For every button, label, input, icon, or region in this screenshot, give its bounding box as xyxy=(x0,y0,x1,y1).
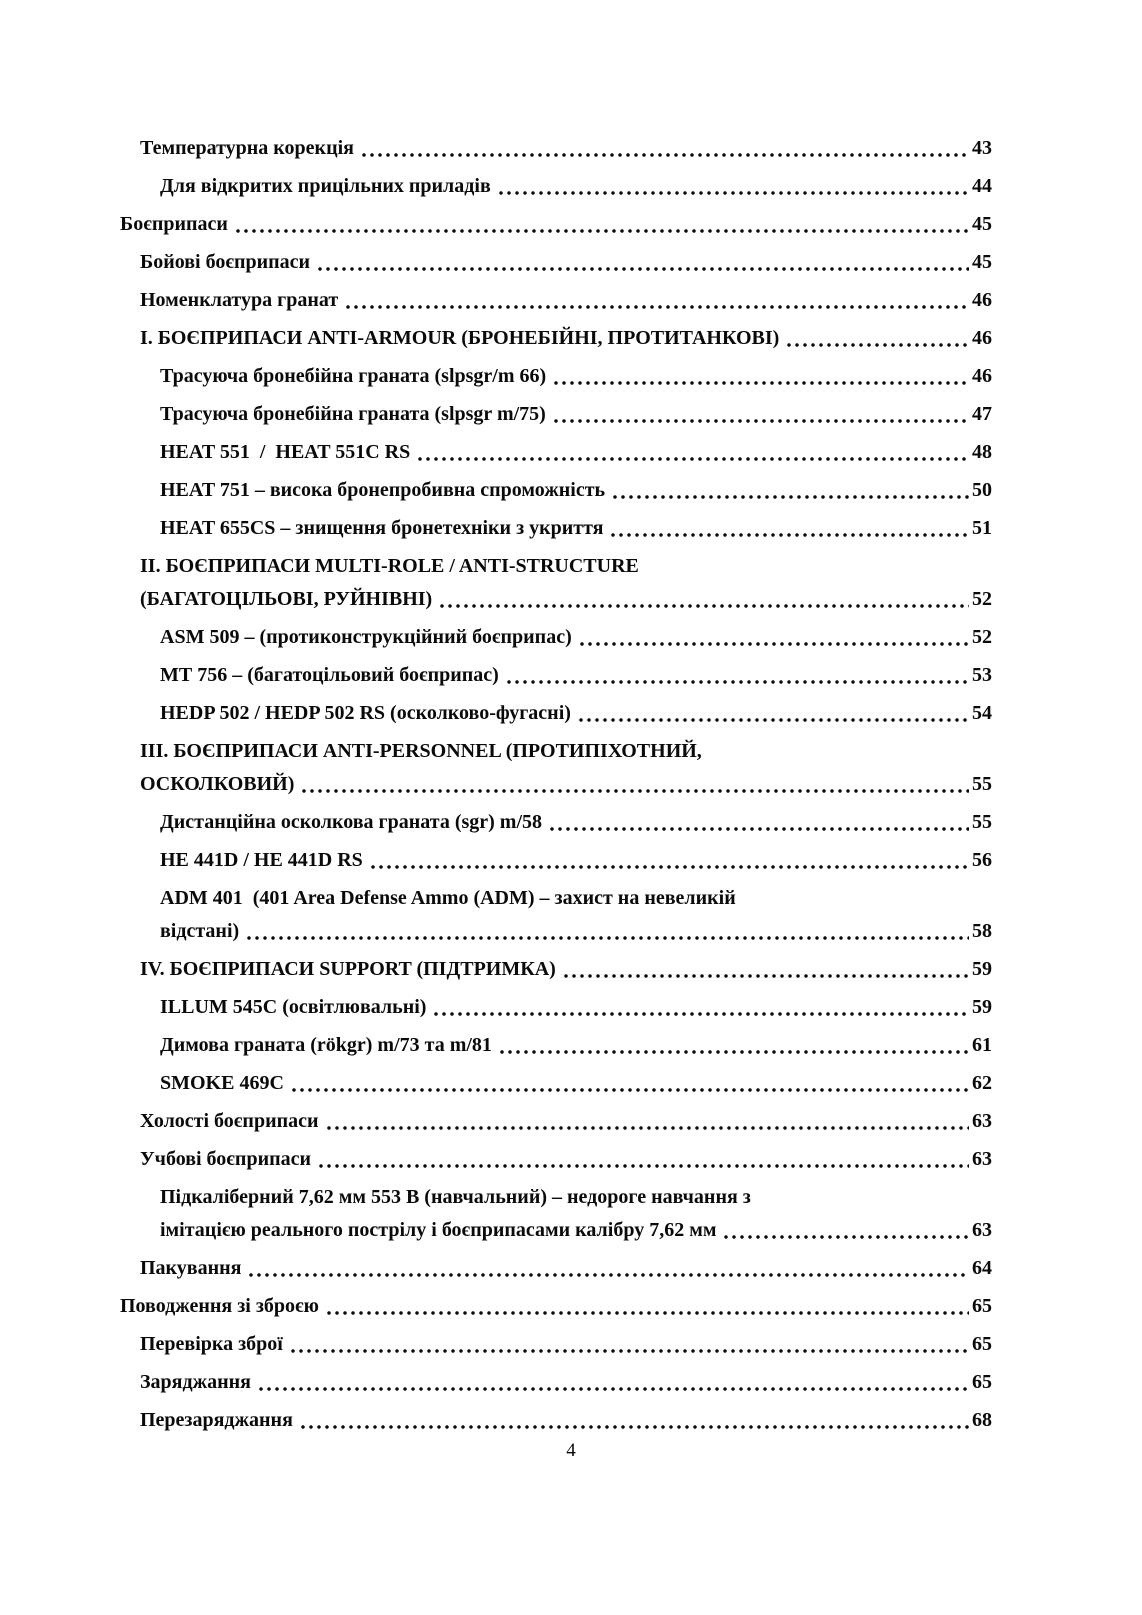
toc-entry-last-line xyxy=(160,806,992,839)
toc-entry[interactable] xyxy=(120,659,992,692)
dot-leader xyxy=(299,1404,969,1437)
toc-entry[interactable] xyxy=(120,474,992,507)
toc-entry-last-line xyxy=(140,246,992,279)
toc-entry-page-number: 65 xyxy=(972,1333,992,1355)
toc-entry-last-line xyxy=(140,1328,992,1361)
toc-entry-title: Боєприпаси xyxy=(120,213,228,235)
toc-entry-title: ASM 509 – (протиконструкційний боєприпас) xyxy=(160,626,572,648)
toc-entry[interactable] xyxy=(120,1290,992,1323)
toc-entry-last-line xyxy=(140,1105,992,1138)
dot-leader xyxy=(432,991,969,1024)
toc-entry[interactable] xyxy=(120,1328,992,1361)
toc-entry[interactable] xyxy=(120,697,992,730)
dot-leader xyxy=(505,659,969,692)
dot-leader xyxy=(257,1366,969,1399)
dot-leader xyxy=(325,1290,969,1323)
toc-entry[interactable] xyxy=(120,953,992,986)
toc-entry[interactable] xyxy=(120,1105,992,1138)
toc-entry-title: HE 441D / HE 441D RS xyxy=(160,849,363,871)
toc-entry-last-line xyxy=(140,1404,992,1437)
toc-entry-title: Для відкритих прицільних приладів xyxy=(160,175,491,197)
toc-entry-page-number: 64 xyxy=(972,1257,992,1279)
dot-leader xyxy=(317,1143,969,1176)
toc-entry-line xyxy=(140,735,992,768)
toc-entry-title: IV. БОЄПРИПАСИ SUPPORT (ПІДТРИМКА) xyxy=(140,958,556,980)
toc-entry[interactable] xyxy=(120,436,992,469)
toc-entry-page-number: 50 xyxy=(972,479,992,501)
toc-entry[interactable] xyxy=(120,398,992,431)
toc-entry[interactable] xyxy=(120,1181,992,1247)
toc-entry-last-line xyxy=(160,621,992,654)
toc-entry-title: Перезаряджання xyxy=(140,1409,293,1431)
toc-entry[interactable] xyxy=(120,844,992,877)
toc-entry-title: МТ 756 – (багатоцільовий боєприпас) xyxy=(160,664,499,686)
toc-entry-last-line xyxy=(160,512,992,545)
dot-leader xyxy=(289,1328,969,1361)
toc-entry-title: Підкаліберний 7,62 мм 553 В (навчальний) – недороге навчання з xyxy=(160,1186,751,1208)
toc-entry[interactable] xyxy=(120,360,992,393)
toc-entry-title: I. БОЄПРИПАСИ ANTI-ARMOUR (БРОНЕБІЙНІ, ПРОТИТАНКОВІ) xyxy=(140,327,780,349)
toc-entry-page-number: 65 xyxy=(972,1371,992,1393)
dot-leader xyxy=(369,844,969,877)
toc-entry-title: Номенклатура гранат xyxy=(140,289,339,311)
dot-leader xyxy=(316,246,969,279)
dot-leader xyxy=(611,474,969,507)
toc-entry-line xyxy=(140,550,992,583)
toc-entry-title: ADM 401 (401 Area Defense Ammo (ADM) – захист на невеликій xyxy=(160,887,736,909)
toc-entry-page-number: 47 xyxy=(972,403,992,425)
toc-entry-title: HEAT 551 / HEAT 551C RS xyxy=(160,441,411,463)
toc-entry-last-line xyxy=(140,583,992,616)
toc-entry-last-line xyxy=(160,659,992,692)
toc-entry[interactable] xyxy=(120,170,992,203)
dot-leader xyxy=(325,1105,969,1138)
toc-entry-title: Трасуюча бронебійна граната (slpsgr m/75) xyxy=(160,403,546,425)
toc-entry-page-number: 48 xyxy=(972,441,992,463)
toc-entry-page-number: 45 xyxy=(972,213,992,235)
toc-entry-page-number: 63 xyxy=(972,1110,992,1132)
toc-entry-page-number: 56 xyxy=(972,849,992,871)
dot-leader xyxy=(497,170,969,203)
toc-entry-last-line xyxy=(140,1143,992,1176)
toc-entry-title: Учбові боєприпаси xyxy=(140,1148,312,1170)
toc-entry[interactable] xyxy=(120,621,992,654)
toc-entry-title: відстані) xyxy=(160,920,240,942)
toc-entry[interactable] xyxy=(120,735,992,801)
dot-leader xyxy=(438,583,969,616)
toc-entry-last-line xyxy=(140,322,992,355)
toc-entry[interactable] xyxy=(120,208,992,241)
toc-entry-title: HEDP 502 / HEDP 502 RS (осколково-фугасні) xyxy=(160,702,571,724)
dot-leader xyxy=(234,208,969,241)
toc-entry-last-line xyxy=(160,991,992,1024)
toc-entry-title: Трасуюча бронебійна граната (slpsgr/m 66) xyxy=(160,365,547,387)
toc-entry[interactable] xyxy=(120,1404,992,1437)
toc-entry-last-line xyxy=(160,697,992,730)
toc-entry-page-number: 55 xyxy=(972,811,992,833)
toc-entry-page-number: 46 xyxy=(972,289,992,311)
toc-entry-last-line xyxy=(120,208,992,241)
toc-entry-last-line xyxy=(160,474,992,507)
dot-leader xyxy=(548,806,969,839)
toc-entry-page-number: 44 xyxy=(972,175,992,197)
dot-leader xyxy=(722,1214,969,1247)
toc-entry-page-number: 68 xyxy=(972,1409,992,1431)
toc-entry-title: HEAT 751 – висока бронепробивна спроможність xyxy=(160,479,606,501)
dot-leader xyxy=(344,284,969,317)
toc-entry-title: Пакування xyxy=(140,1257,242,1279)
toc-entry-last-line xyxy=(160,1067,992,1100)
toc-entry-page-number: 59 xyxy=(972,958,992,980)
dot-leader xyxy=(245,915,969,948)
toc-entry-page-number: 59 xyxy=(972,996,992,1018)
toc-entry[interactable] xyxy=(120,132,992,165)
toc-entry[interactable] xyxy=(120,1252,992,1285)
toc-entry[interactable] xyxy=(120,246,992,279)
toc-entry-last-line xyxy=(140,1252,992,1285)
dot-leader xyxy=(290,1067,969,1100)
toc-entry-page-number: 43 xyxy=(972,137,992,159)
toc-entry-page-number: 51 xyxy=(972,517,992,539)
toc-entry[interactable] xyxy=(120,1143,992,1176)
toc-entry-page-number: 52 xyxy=(972,588,992,610)
toc-entry-title: HEAT 655CS – знищення бронетехніки з укриття xyxy=(160,517,604,539)
toc-entry-page-number: 58 xyxy=(972,920,992,942)
dot-leader xyxy=(552,360,969,393)
toc-entry-title: Температурна корекція xyxy=(140,137,354,159)
toc-entry-title: Бойові боєприпаси xyxy=(140,251,311,273)
toc-entry-last-line xyxy=(160,1029,992,1062)
toc-entry-page-number: 61 xyxy=(972,1034,992,1056)
toc-entry-title: Димова граната (rökgr) m/73 та m/81 xyxy=(160,1034,492,1056)
toc-entry-last-line xyxy=(160,915,992,948)
dot-leader xyxy=(577,697,969,730)
toc-entry-last-line xyxy=(140,1366,992,1399)
toc-entry-title: Поводження зі зброєю xyxy=(120,1295,319,1317)
toc-entry-page-number: 46 xyxy=(972,327,992,349)
toc-entry-last-line xyxy=(160,1214,992,1247)
toc-entry-title: Заряджання xyxy=(140,1371,251,1393)
toc-entry-title: (БАГАТОЦІЛЬОВІ, РУЙНІВНІ) xyxy=(140,588,433,610)
toc-entry-page-number: 65 xyxy=(972,1295,992,1317)
dot-leader xyxy=(300,768,969,801)
toc-entry-last-line xyxy=(140,132,992,165)
toc-entry-page-number: 53 xyxy=(972,664,992,686)
toc-entry-last-line xyxy=(160,360,992,393)
toc-entry[interactable] xyxy=(120,806,992,839)
dot-leader xyxy=(609,512,969,545)
toc-entry-title: Дистанційна осколкова граната (sgr) m/58 xyxy=(160,811,543,833)
toc-entry-last-line xyxy=(140,768,992,801)
toc-entry-page-number: 45 xyxy=(972,251,992,273)
dot-leader xyxy=(360,132,969,165)
toc-entry[interactable] xyxy=(120,1067,992,1100)
toc-entry-page-number: 62 xyxy=(972,1072,992,1094)
dot-leader xyxy=(578,621,969,654)
toc-entry-title: SMOKE 469C xyxy=(160,1072,284,1094)
toc-entry-page-number: 55 xyxy=(972,773,992,795)
toc-entry-title: ILLUM 545C (освітлювальні) xyxy=(160,996,427,1018)
dot-leader xyxy=(552,398,969,431)
toc-entry[interactable] xyxy=(120,284,992,317)
toc-entry[interactable] xyxy=(120,882,992,948)
toc-entry-page-number: 52 xyxy=(972,626,992,648)
toc-entry-last-line xyxy=(160,436,992,469)
toc-entry-last-line xyxy=(120,1290,992,1323)
toc-entry-title: ОСКОЛКОВИЙ) xyxy=(140,773,295,795)
toc-entry-last-line xyxy=(160,398,992,431)
dot-leader xyxy=(562,953,969,986)
footer-page-number: 4 xyxy=(566,1440,576,1461)
toc-entry[interactable] xyxy=(120,322,992,355)
dot-leader xyxy=(416,436,969,469)
toc-entry-title: Перевірка зброї xyxy=(140,1333,283,1355)
toc-entry-title: II. БОЄПРИПАСИ MULTI-ROLE / ANTI-STRUCTURE xyxy=(140,555,639,577)
toc-entry[interactable] xyxy=(120,512,992,545)
toc-entry-last-line xyxy=(160,170,992,203)
toc-entry-last-line xyxy=(140,284,992,317)
toc-entry-line xyxy=(160,882,992,915)
toc-entry[interactable] xyxy=(120,550,992,616)
toc-entry[interactable] xyxy=(120,1029,992,1062)
dot-leader xyxy=(785,322,969,355)
toc-entry-page-number: 63 xyxy=(972,1219,992,1241)
toc-entry[interactable] xyxy=(120,991,992,1024)
toc-entry-page-number: 63 xyxy=(972,1148,992,1170)
toc-entry-last-line xyxy=(140,953,992,986)
toc-entry-title: III. БОЄПРИПАСИ ANTI-PERSONNEL (ПРОТИПІХОТНИЙ, xyxy=(140,740,702,762)
toc-list xyxy=(120,132,992,1442)
toc-entry-page-number: 54 xyxy=(972,702,992,724)
toc-entry[interactable] xyxy=(120,1366,992,1399)
toc-entry-line xyxy=(160,1181,992,1214)
dot-leader xyxy=(247,1252,969,1285)
toc-entry-title: Холості боєприпаси xyxy=(140,1110,319,1132)
toc-entry-page-number: 46 xyxy=(972,365,992,387)
toc-entry-last-line xyxy=(160,844,992,877)
toc-entry-title: імітацією реального пострілу і боєприпасами калібру 7,62 мм xyxy=(160,1219,717,1241)
dot-leader xyxy=(498,1029,969,1062)
